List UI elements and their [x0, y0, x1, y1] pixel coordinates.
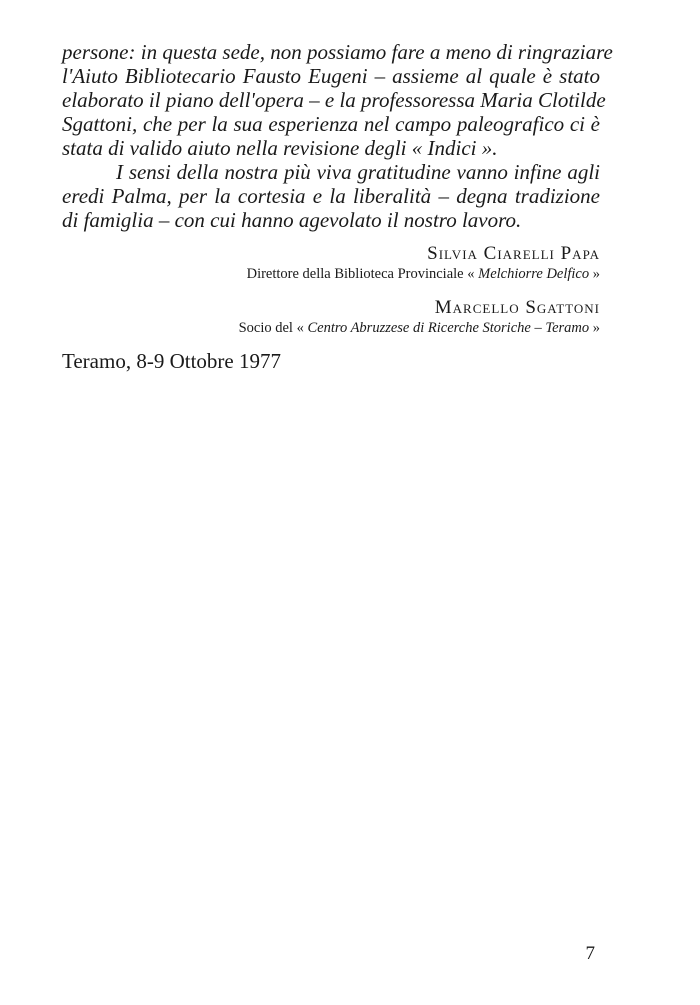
signature-role-prefix: Direttore della Biblioteca Provinciale «: [246, 266, 475, 282]
signature-name: Silvia Ciarelli Papa: [427, 243, 600, 264]
signature-role: [239, 320, 600, 337]
page-number: 7: [585, 943, 595, 964]
text-line: stata di valido aiuto nella revisione degli « Indici ».: [62, 136, 498, 160]
signature-role: [247, 266, 600, 283]
signature-role-institution: Melchiorre Delfico: [478, 266, 590, 282]
text-line: Sgattoni, che per la sua esperienza nel campo paleografico ci è: [62, 112, 600, 136]
text-line: eredi Palma, per la cortesia e la liberalità – degna tradizione: [62, 184, 600, 208]
signature-name: Marcello Sgattoni: [434, 297, 600, 318]
signature-role-institution: Centro Abruzzese di Ricerche Storiche – Teramo: [307, 320, 590, 336]
signature-role-prefix: Socio del «: [238, 320, 304, 336]
text-line: I sensi della nostra più viva gratitudine vanno infine agli: [116, 160, 600, 184]
text-line: persone: in questa sede, non possiamo fare a meno di ringraziare: [62, 40, 613, 64]
signature-role-suffix: »: [592, 266, 600, 282]
signature-role-suffix: »: [592, 320, 600, 336]
text-line: l'Aiuto Bibliotecario Fausto Eugeni – assieme al quale è stato: [62, 64, 600, 88]
text-line: elaborato il piano dell'opera – e la professoressa Maria Clotilde: [62, 88, 606, 112]
acknowledgements-text: [62, 40, 613, 232]
place-date: Teramo, 8-9 Ottobre 1977: [62, 349, 281, 373]
text-line: di famiglia – con cui hanno agevolato il nostro lavoro.: [62, 208, 522, 232]
